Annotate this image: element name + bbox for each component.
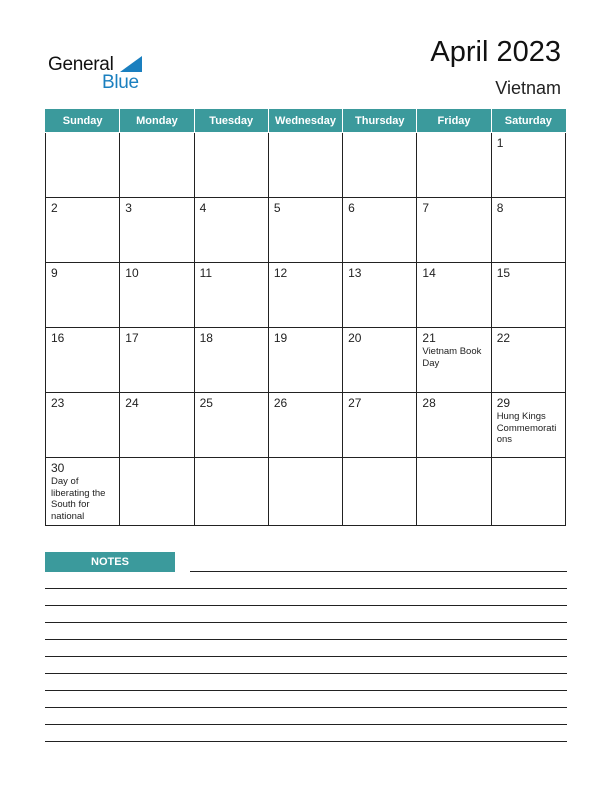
- calendar-day-cell[interactable]: [491, 393, 565, 458]
- day-number: 22: [496, 331, 511, 345]
- calendar-day-cell[interactable]: [491, 263, 565, 328]
- day-number: 3: [125, 201, 132, 215]
- country-subtitle: Vietnam: [495, 78, 561, 98]
- day-number: 19: [273, 331, 288, 345]
- calendar-day-cell[interactable]: [268, 393, 342, 458]
- day-number: 8: [496, 201, 504, 215]
- calendar-day-cell[interactable]: [268, 458, 342, 526]
- notes-header: NOTES: [45, 552, 175, 572]
- calendar-day-cell[interactable]: [46, 458, 120, 526]
- calendar-day-cell[interactable]: [120, 393, 194, 458]
- weekday-header: Wednesday: [268, 110, 342, 133]
- notes-line: [45, 724, 567, 725]
- day-number: 9: [51, 266, 58, 280]
- calendar-day-cell[interactable]: [491, 458, 565, 526]
- day-number: 10: [125, 266, 139, 280]
- holiday-label: Vietnam Book Day: [422, 346, 482, 369]
- calendar-day-cell[interactable]: [343, 393, 417, 458]
- calendar-day-cell[interactable]: [194, 263, 268, 328]
- calendar-day-cell[interactable]: [417, 263, 491, 328]
- logo: [48, 52, 158, 92]
- day-number: 4: [199, 201, 207, 215]
- day-number: 21: [422, 331, 436, 345]
- calendar-day-cell[interactable]: [417, 458, 491, 526]
- calendar-day-cell[interactable]: [417, 393, 491, 458]
- calendar-day-cell[interactable]: [194, 328, 268, 393]
- notes-line: [45, 741, 567, 742]
- logo-blue-text: Blue: [102, 72, 139, 93]
- notes-line: [45, 622, 567, 623]
- calendar-day-cell[interactable]: [46, 133, 120, 198]
- calendar-day-cell[interactable]: [343, 133, 417, 198]
- calendar-day-cell[interactable]: [343, 198, 417, 263]
- calendar-week-row: [46, 133, 566, 198]
- calendar-day-cell[interactable]: [268, 263, 342, 328]
- day-number: 5: [273, 201, 281, 215]
- notes-line: [45, 588, 567, 589]
- holiday-label: Day of liberating the South for national: [51, 476, 106, 522]
- notes-line: [45, 690, 567, 691]
- day-number: 1: [496, 136, 504, 150]
- day-number: 28: [422, 396, 436, 410]
- logo-triangle-icon: [120, 56, 142, 72]
- day-number: 7: [422, 201, 430, 215]
- day-number: 12: [273, 266, 288, 280]
- day-number: 25: [199, 396, 213, 410]
- day-number: 18: [199, 331, 213, 345]
- calendar-day-cell[interactable]: [491, 328, 565, 393]
- calendar-grid: [45, 109, 566, 526]
- calendar-day-cell[interactable]: [120, 458, 194, 526]
- weekday-header: Saturday: [491, 110, 565, 133]
- day-number: 11: [199, 266, 213, 280]
- notes-line: [45, 656, 567, 657]
- day-number: 17: [125, 331, 139, 345]
- day-number: 20: [348, 331, 362, 345]
- calendar-day-cell[interactable]: [491, 133, 565, 198]
- calendar-day-cell[interactable]: [268, 328, 342, 393]
- calendar-day-cell[interactable]: [46, 198, 120, 263]
- calendar-day-cell[interactable]: [343, 458, 417, 526]
- calendar-day-cell[interactable]: [417, 328, 491, 393]
- day-number: 15: [496, 266, 511, 280]
- calendar-day-cell[interactable]: [194, 198, 268, 263]
- weekday-header: Monday: [120, 110, 194, 133]
- calendar-day-cell[interactable]: [194, 133, 268, 198]
- calendar-day-cell[interactable]: [46, 328, 120, 393]
- calendar-day-cell[interactable]: [46, 263, 120, 328]
- weekday-header-row: [46, 110, 566, 133]
- logo-general-text: General: [48, 54, 114, 75]
- calendar-day-cell[interactable]: [194, 393, 268, 458]
- calendar-week-row: [46, 328, 566, 393]
- calendar-day-cell[interactable]: [120, 133, 194, 198]
- day-number: 2: [51, 201, 58, 215]
- day-number: 14: [422, 266, 436, 280]
- notes-line: [45, 707, 567, 708]
- calendar-day-cell[interactable]: [120, 263, 194, 328]
- weekday-header: Sunday: [46, 110, 120, 133]
- day-number: 27: [348, 396, 362, 410]
- calendar-day-cell[interactable]: [417, 198, 491, 263]
- calendar-day-cell[interactable]: [268, 133, 342, 198]
- day-number: 6: [348, 201, 355, 215]
- page-title: April 2023: [430, 36, 561, 68]
- calendar-day-cell[interactable]: [343, 263, 417, 328]
- day-number: 24: [125, 396, 139, 410]
- calendar-day-cell[interactable]: [491, 198, 565, 263]
- calendar-week-row: [46, 263, 566, 328]
- day-number: 26: [273, 396, 288, 410]
- day-number: 13: [348, 266, 362, 280]
- weekday-header: Thursday: [343, 110, 417, 133]
- notes-line: [45, 639, 567, 640]
- calendar-day-cell[interactable]: [120, 328, 194, 393]
- calendar-day-cell[interactable]: [343, 328, 417, 393]
- weekday-header: Friday: [417, 110, 491, 133]
- calendar-day-cell[interactable]: [120, 198, 194, 263]
- calendar-week-row: [46, 198, 566, 263]
- day-number: 16: [51, 331, 65, 345]
- notes-line: [45, 673, 567, 674]
- day-number: 23: [51, 396, 65, 410]
- holiday-label: Hung Kings Commemorations: [496, 411, 557, 445]
- notes-line: [45, 605, 567, 606]
- calendar-day-cell[interactable]: [194, 458, 268, 526]
- calendar-week-row: [46, 393, 566, 458]
- day-number: 30: [51, 461, 65, 475]
- calendar-day-cell[interactable]: [268, 198, 342, 263]
- calendar-day-cell[interactable]: [46, 393, 120, 458]
- notes-line: [190, 571, 567, 572]
- calendar-day-cell[interactable]: [417, 133, 491, 198]
- weekday-header: Tuesday: [194, 110, 268, 133]
- calendar-week-row: [46, 458, 566, 526]
- day-number: 29: [496, 396, 511, 410]
